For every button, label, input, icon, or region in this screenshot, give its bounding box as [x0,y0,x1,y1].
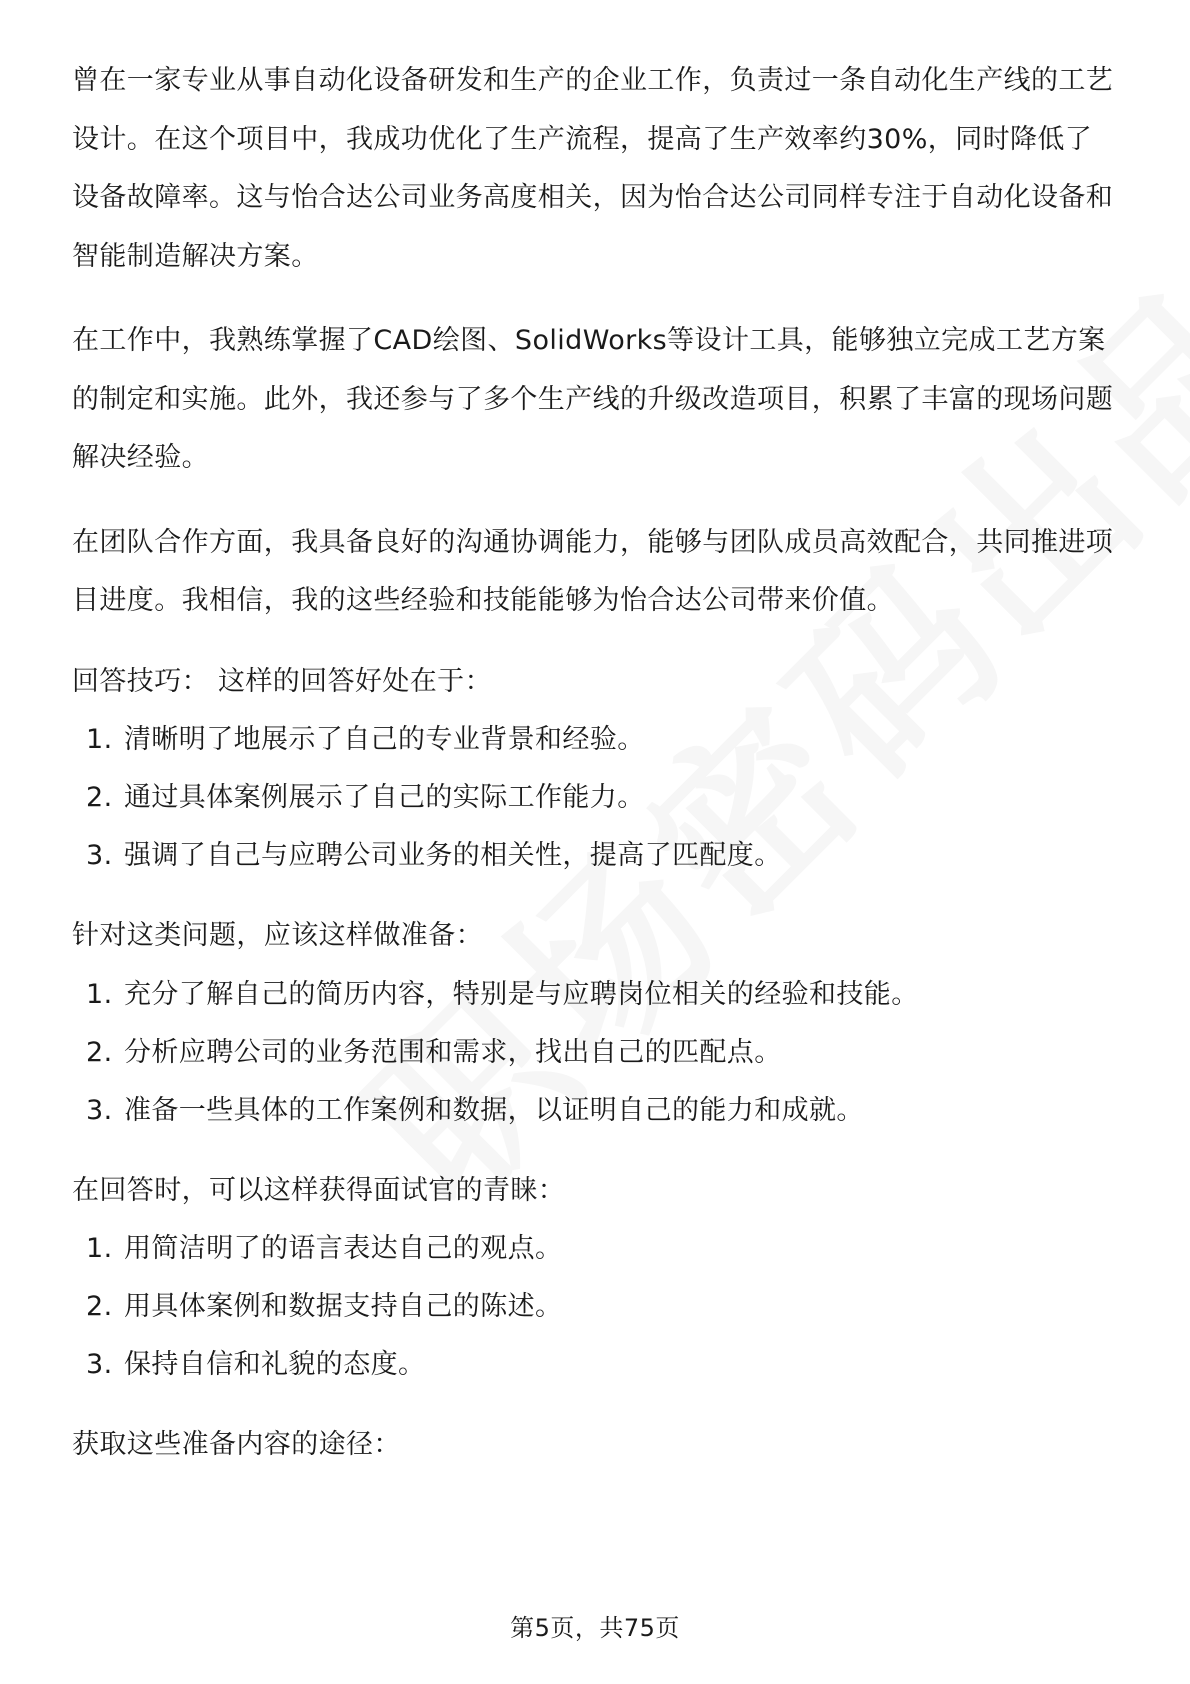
list-item [72,1336,1118,1394]
list-number: 1. [86,724,113,755]
list-number: 2. [86,782,113,813]
list-text: 强调了自己与应聘公司业务的相关性，提高了匹配度。 [124,840,782,871]
paragraph-skills: 在工作中，我熟练掌握了CAD绘图、SolidWorks等设计工具，能够独立完成工艺方案的制定和实施。此外，我还参与了多个生产线的升级改造项目，积累了丰富的现场问题解决经验。 [72,325,1114,473]
answer-heading: 在回答时，可以这样获得面试官的青睐： [72,1174,566,1206]
list-number: 3. [86,1349,113,1380]
list-number: 2. [86,1291,113,1322]
list-item [72,1220,1118,1278]
list-number: 2. [86,1036,113,1068]
prepare-list [72,966,1118,1140]
page-footer [0,1608,1190,1643]
list-text: 用简洁明了的语言表达自己的观点。 [124,1233,563,1264]
prepare-heading: 针对这类问题，应该这样做准备： [72,920,483,951]
tips-heading: 回答技巧： 这样的回答好处在于： [72,665,492,697]
list-number: 1. [86,978,113,1010]
answer-list [72,1220,1118,1394]
page-number-label: 第5页，共75页 [510,1614,680,1642]
closing-heading: 获取这些准备内容的途径： [72,1429,401,1460]
list-number: 1. [86,1233,113,1264]
list-text: 通过具体案例展示了自己的实际工作能力。 [124,782,645,813]
list-item [72,769,1118,827]
paragraph-experience: 曾在一家专业从事自动化设备研发和生产的企业工作，负责过一条自动化生产线的工艺设计。在这个项目中，我成功优化了生产流程，提高了生产效率约30%，同时降低了设备故障率。这与怡合达公司业务高度相关，因为怡合达公司同样专注于自动化设备和智能制造解决方案。 [72,65,1114,272]
list-item [72,711,1118,769]
list-item [72,1024,1118,1082]
list-text: 充分了解自己的简历内容，特别是与应聘岗位相关的经验和技能。 [124,978,919,1010]
document-body [72,52,1118,1475]
list-item [72,1278,1118,1336]
list-number: 3. [86,1094,113,1126]
list-item [72,966,1118,1024]
list-text: 保持自信和礼貌的态度。 [124,1349,426,1380]
tips-list [72,711,1118,885]
list-number: 3. [86,840,113,871]
list-item [72,827,1118,885]
list-text: 用具体案例和数据支持自己的陈述。 [124,1291,563,1322]
list-item [72,1082,1118,1140]
list-text: 清晰明了地展示了自己的专业背景和经验。 [124,724,645,755]
list-text: 分析应聘公司的业务范围和需求，找出自己的匹配点。 [124,1036,782,1068]
list-text: 准备一些具体的工作案例和数据，以证明自己的能力和成就。 [124,1094,864,1126]
paragraph-teamwork: 在团队合作方面，我具备良好的沟通协调能力，能够与团队成员高效配合，共同推进项目进度。我相信，我的这些经验和技能能够为怡合达公司带来价值。 [72,526,1114,616]
